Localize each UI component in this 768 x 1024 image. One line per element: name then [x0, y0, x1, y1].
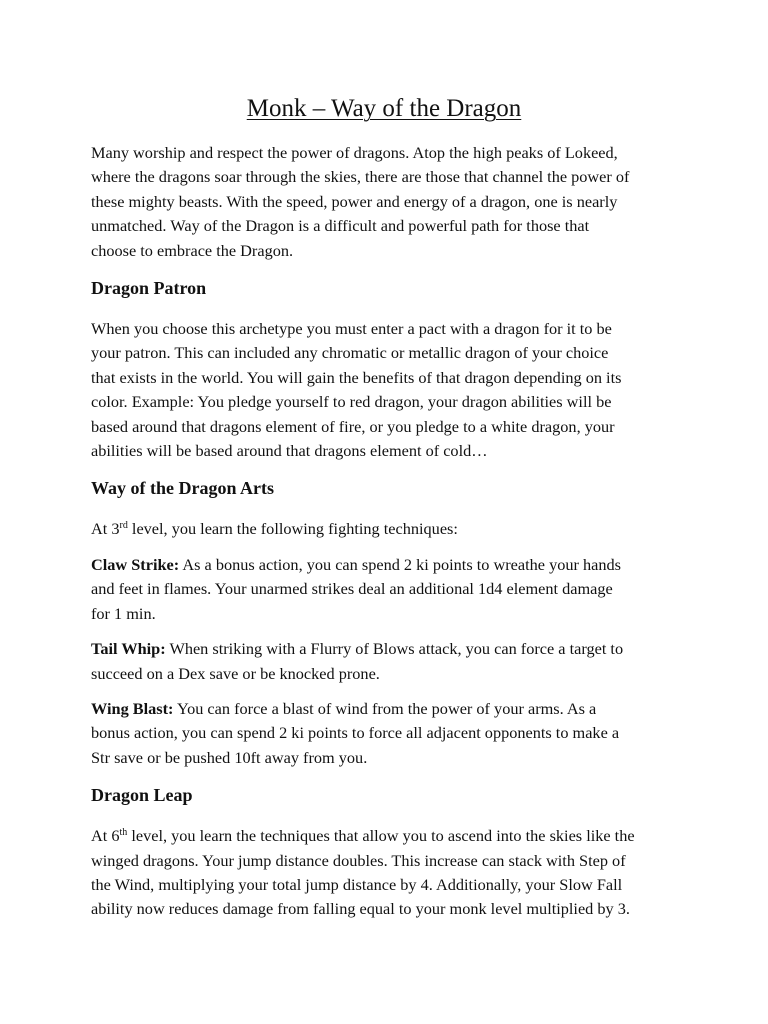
- document-body: [91, 141, 691, 922]
- text-line: the Wind, multiplying your total jump distance by 4. Additionally, your Slow Fall: [91, 874, 623, 894]
- text-line: You can force a blast of wind from the power of your arms. As a: [173, 698, 597, 718]
- heading-dragon-leap: Dragon Leap: [91, 785, 193, 806]
- page-title: Monk – Way of the Dragon: [246, 95, 522, 122]
- text-line: your patron. This can included any chromatic or metallic dragon of your choice: [91, 343, 609, 363]
- text-line: based around that dragons element of fire, or you pledge to a white dragon, your: [91, 416, 615, 436]
- text-line: When striking with a Flurry of Blows attack, you can force a target to: [165, 639, 624, 659]
- text-line: ability now reduces damage from falling equal to your monk level multiplied by 3.: [91, 899, 630, 919]
- text-line: choose to embrace the Dragon.: [91, 240, 294, 260]
- dragon-leap-paragraph: At 6th level, you learn the techniques that allow you to ascend into the skies like the winged dragons. Your jump distance doubles. This increase can stack with Step of the Wind, multiplying your total jump distance by 4. Additionally, your Slow Fall ability now reduces damage from falling equal to your monk level multiplied by 3.: [91, 826, 635, 919]
- heading-dragon-arts: Way of the Dragon Arts: [91, 478, 274, 499]
- text-line: these mighty beasts. With the speed, power and energy of a dragon, one is nearly: [91, 191, 618, 211]
- tail-whip-paragraph: [91, 637, 691, 686]
- intro-paragraph: [91, 141, 691, 263]
- claw-strike-term: Claw Strike:: [91, 554, 180, 574]
- heading-dragon-patron: Dragon Patron: [91, 278, 207, 299]
- text-line: As a bonus action, you can spend 2 ki points to wreathe your hands: [179, 554, 621, 574]
- text-line: Many worship and respect the power of dragons. Atop the high peaks of Lokeed,: [91, 143, 618, 162]
- dragon-patron-paragraph: [91, 317, 691, 463]
- tail-whip-term: Tail Whip:: [91, 639, 166, 659]
- wing-blast-term: Wing Blast:: [91, 698, 174, 718]
- arts-intro: At 3rd level, you learn the following fighting techniques:: [91, 519, 458, 539]
- text-line: color. Example: You pledge yourself to red dragon, your dragon abilities will be: [91, 392, 612, 412]
- text-line: abilities will be based around that dragons element of cold…: [91, 441, 488, 461]
- text-line: Str save or be pushed 10ft away from you.: [91, 747, 368, 767]
- text-line: where the dragons soar through the skies, there are those that channel the power of: [91, 167, 630, 187]
- text-line: winged dragons. Your jump distance doubles. This increase can stack with Step of: [91, 850, 626, 870]
- text-line: bonus action, you can spend 2 ki points to force all adjacent opponents to make a: [91, 723, 620, 743]
- text-line: that exists in the world. You will gain the benefits of that dragon depending on its: [91, 367, 622, 387]
- text-line: unmatched. Way of the Dragon is a difficult and powerful path for those that: [91, 216, 590, 236]
- text-line: for 1 min.: [91, 603, 156, 623]
- wing-blast-paragraph: [91, 697, 691, 770]
- text-line: When you choose this archetype you must enter a pact with a dragon for it to be: [91, 319, 612, 339]
- claw-strike-paragraph: [91, 553, 691, 626]
- text-line: succeed on a Dex save or be knocked prone.: [91, 663, 380, 683]
- text-line: and feet in flames. Your unarmed strikes deal an additional 1d4 element damage: [91, 579, 613, 599]
